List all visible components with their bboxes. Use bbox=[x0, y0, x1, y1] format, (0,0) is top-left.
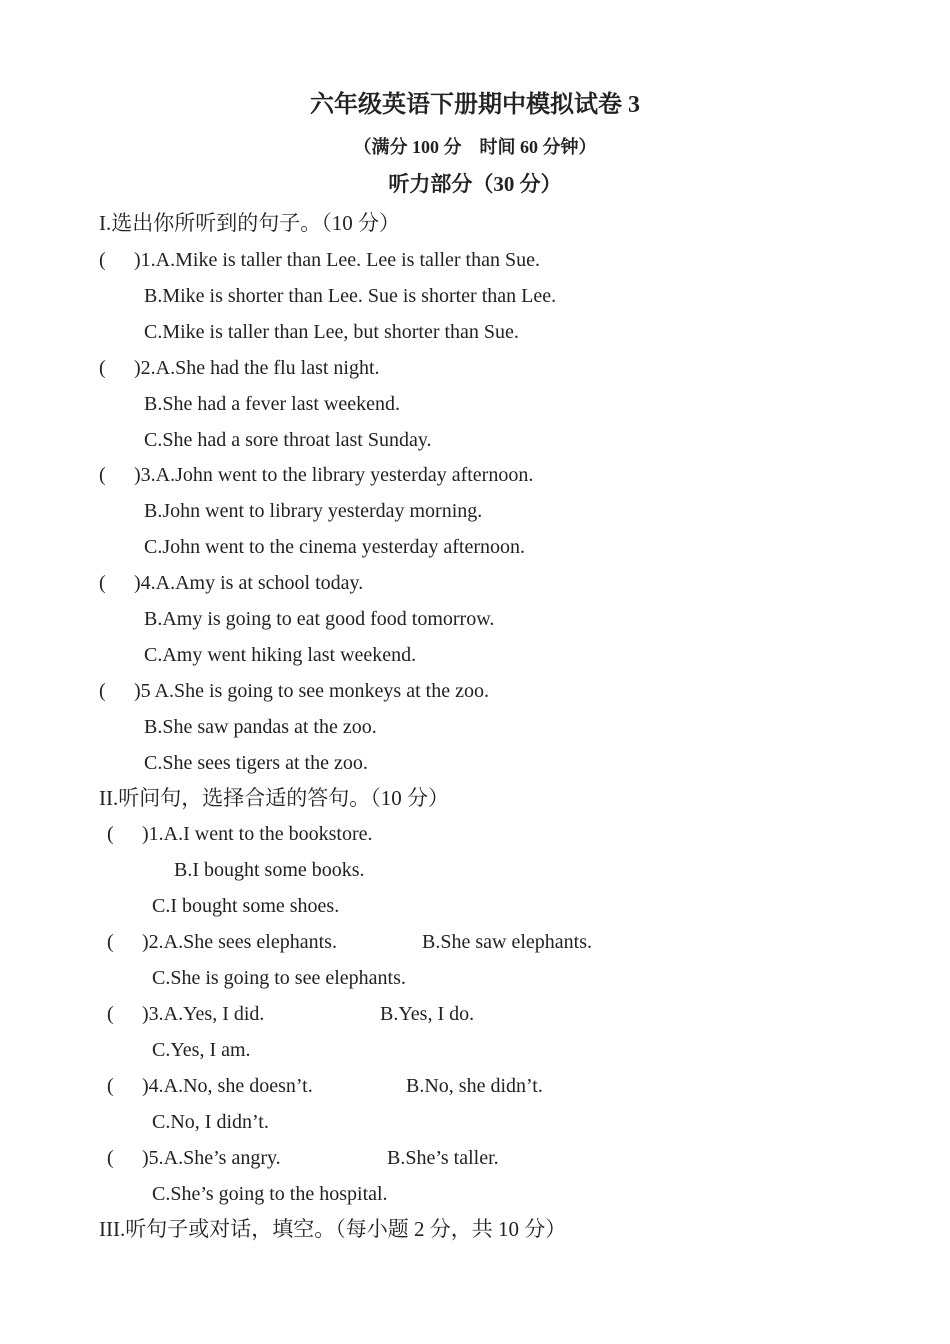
s2-q2-option-c: C.She is going to see elephants. bbox=[152, 967, 406, 989]
s1-q4-option-a: )4.A.Amy is at school today. bbox=[134, 572, 364, 594]
s1-q5-option-b: B.She saw pandas at the zoo. bbox=[144, 716, 377, 738]
s2-q3-option-b: B.Yes, I do. bbox=[380, 1003, 475, 1025]
score-time-info: （满分 100 分 时间 60 分钟） bbox=[353, 137, 597, 157]
s1-q5-option-a: )5 A.She is going to see monkeys at the zoo. bbox=[134, 680, 489, 702]
s1-q4-option-c: C.Amy went hiking last weekend. bbox=[144, 644, 417, 666]
s1-q3-option-a: )3.A.John went to the library yesterday afternoon. bbox=[134, 464, 534, 486]
s2-q3-option-a: )3.A.Yes, I did. bbox=[142, 1003, 265, 1025]
s1-q2-option-b: B.She had a fever last weekend. bbox=[144, 393, 401, 415]
answer-bracket: ( bbox=[99, 249, 106, 271]
s2-q3-option-c: C.Yes, I am. bbox=[152, 1039, 251, 1061]
answer-bracket: ( bbox=[107, 1003, 114, 1025]
s1-q3-option-b: B.John went to library yesterday morning. bbox=[144, 500, 483, 522]
answer-bracket: ( bbox=[99, 464, 106, 486]
s2-q2-option-b: B.She saw elephants. bbox=[422, 931, 592, 953]
s1-q3-option-c: C.John went to the cinema yesterday afternoon. bbox=[144, 536, 525, 558]
s2-q5-option-a: )5.A.She’s angry. bbox=[142, 1147, 281, 1169]
s2-q2-option-a: )2.A.She sees elephants. bbox=[142, 931, 337, 953]
s2-q5-option-c: C.She’s going to the hospital. bbox=[152, 1183, 388, 1205]
section-3-heading: III.听句子或对话，填空。（每小题 2 分，共 10 分） bbox=[99, 1217, 567, 1241]
s1-q2-option-c: C.She had a sore throat last Sunday. bbox=[144, 429, 432, 451]
s1-q1-option-b: B.Mike is shorter than Lee. Sue is shorter than Lee. bbox=[144, 285, 557, 307]
s2-q1-option-c: C.I bought some shoes. bbox=[152, 895, 340, 917]
s2-q4-option-b: B.No, she didn’t. bbox=[406, 1075, 543, 1097]
section-2-heading: II.听问句，选择合适的答句。（10 分） bbox=[99, 786, 449, 810]
answer-bracket: ( bbox=[107, 931, 114, 953]
s1-q5-option-c: C.She sees tigers at the zoo. bbox=[144, 752, 368, 774]
s2-q4-option-c: C.No, I didn’t. bbox=[152, 1111, 269, 1133]
s1-q4-option-b: B.Amy is going to eat good food tomorrow. bbox=[144, 608, 495, 630]
answer-bracket: ( bbox=[107, 823, 114, 845]
section-1-heading: I.选出你所听到的句子。（10 分） bbox=[99, 211, 400, 235]
answer-bracket: ( bbox=[99, 680, 106, 702]
s1-q2-option-a: )2.A.She had the flu last night. bbox=[134, 357, 380, 379]
answer-bracket: ( bbox=[107, 1075, 114, 1097]
s2-q1-option-b: B.I bought some books. bbox=[174, 859, 365, 881]
answer-bracket: ( bbox=[99, 572, 106, 594]
listening-part-heading: 听力部分（30 分） bbox=[388, 172, 562, 196]
s2-q5-option-b: B.She’s taller. bbox=[387, 1147, 499, 1169]
answer-bracket: ( bbox=[99, 357, 106, 379]
page-title: 六年级英语下册期中模拟试卷 3 bbox=[310, 92, 640, 118]
s1-q1-option-c: C.Mike is taller than Lee, but shorter than Sue. bbox=[144, 321, 519, 343]
s1-q1-option-a: )1.A.Mike is taller than Lee. Lee is taller than Sue. bbox=[134, 249, 540, 271]
s2-q4-option-a: )4.A.No, she doesn’t. bbox=[142, 1075, 313, 1097]
answer-bracket: ( bbox=[107, 1147, 114, 1169]
s2-q1-option-a: )1.A.I went to the bookstore. bbox=[142, 823, 373, 845]
